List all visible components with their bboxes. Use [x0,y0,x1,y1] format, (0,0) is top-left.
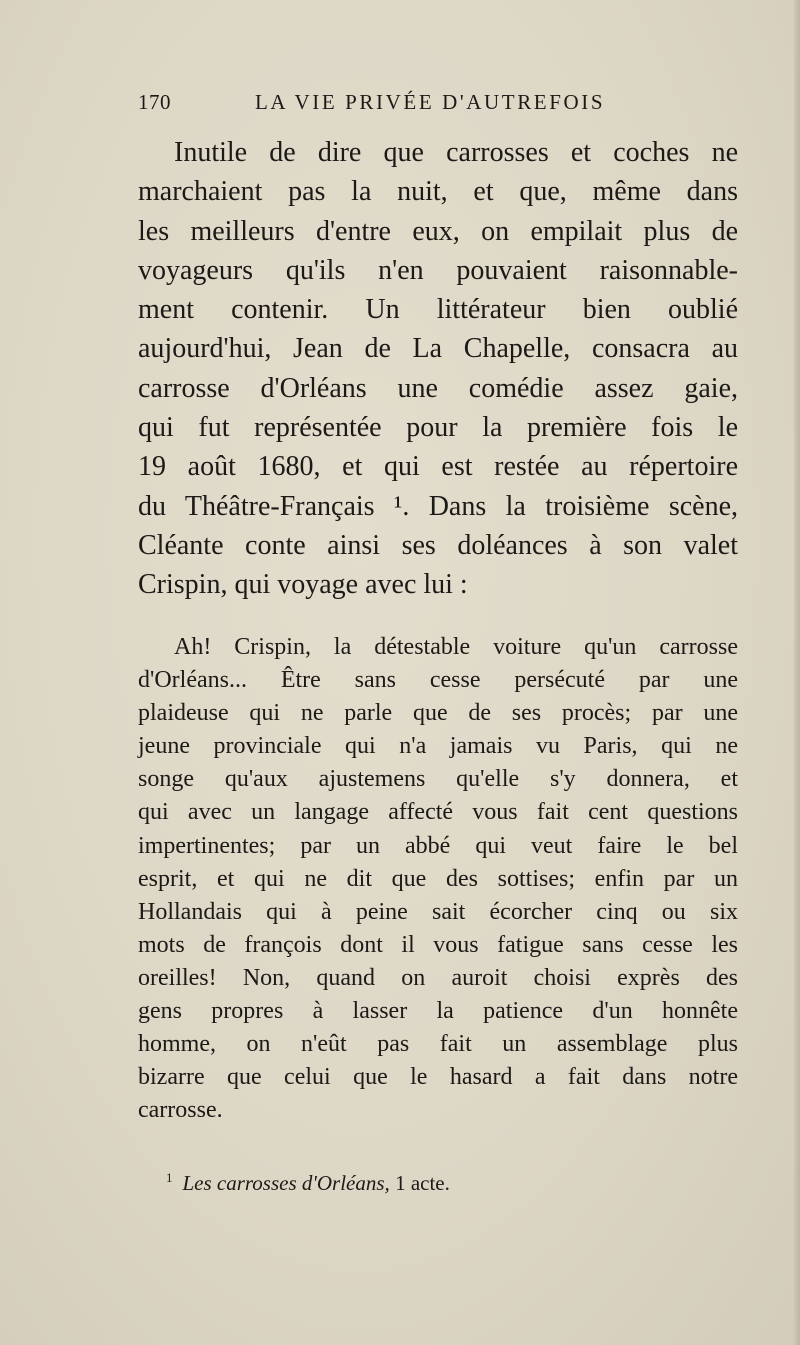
quote-line: d'Orléans... Être sans cesse persécuté par une [138,667,738,694]
body-line: aujourd'hui, Jean de La Chapelle, consacra au [138,333,738,365]
quote-line: oreilles! Non, quand on auroit choisi exprès des [138,964,738,991]
body-line: Crispin, qui voyage avec lui : [138,569,468,601]
quote-line: homme, on n'eût pas fait un assemblage plus [138,1031,738,1058]
body-paragraph [138,133,738,605]
body-line: carrosse d'Orléans une comédie assez gaie, [138,372,738,404]
running-title: LA VIE PRIVÉE D'AUTREFOIS [255,90,606,114]
body-line: marchaient pas la nuit, et que, même dans [138,176,738,208]
quote-line: gens propres à lasser la patience d'un honnête [138,998,738,1025]
quote-line: qui avec un langage affecté vous fait cent questions [138,799,738,826]
body-line: du Théâtre-Français ¹. Dans la troisième scène, [138,490,738,522]
footnote-detail: 1 acte. [389,1171,450,1195]
body-line: ment contenir. Un littérateur bien oublié [138,294,738,326]
quote-line: carrosse. [138,1097,223,1124]
body-line: qui fut représentée pour la première fois le [138,412,738,444]
quote-line: mots de françois dont il vous fatigue sans cesse les [138,931,738,958]
quote-line: jeune provinciale qui n'a jamais vu Paris, qui ne [138,733,738,760]
body-line: les meilleurs d'entre eux, on empilait plus de [138,215,738,247]
footnote-title: Les carrosses d'Orléans, [182,1171,390,1195]
page-edge [794,0,800,1345]
quote-line: bizarre que celui que le hasard a fait dans notre [138,1064,738,1091]
page-number: 170 [138,90,171,114]
footnote [166,1170,450,1196]
running-head [138,90,618,120]
body-line: Cléante conte ainsi ses doléances à son valet [138,529,738,561]
quote-line: esprit, et qui ne dit que des sottises; enfin par un [138,865,738,892]
body-line: 19 août 1680, et qui est restée au répertoire [138,451,738,483]
quotation-block [138,631,738,1127]
quote-line: plaideuse qui ne parle que de ses procès; par une [138,700,738,727]
body-line: Inutile de dire que carrosses et coches ne [174,137,738,168]
body-line: voyageurs qu'ils n'en pouvaient raisonnable- [138,254,738,286]
quote-line: Ah! Crispin, la détestable voiture qu'un carrosse [174,634,738,660]
footnote-marker: 1 [166,1170,173,1185]
quote-line: songe qu'aux ajustemens qu'elle s'y donnera, et [138,766,738,793]
quote-line: impertinentes; par un abbé qui veut faire le bel [138,832,738,859]
quote-line: Hollandais qui à peine sait écorcher cinq ou six [138,898,738,925]
